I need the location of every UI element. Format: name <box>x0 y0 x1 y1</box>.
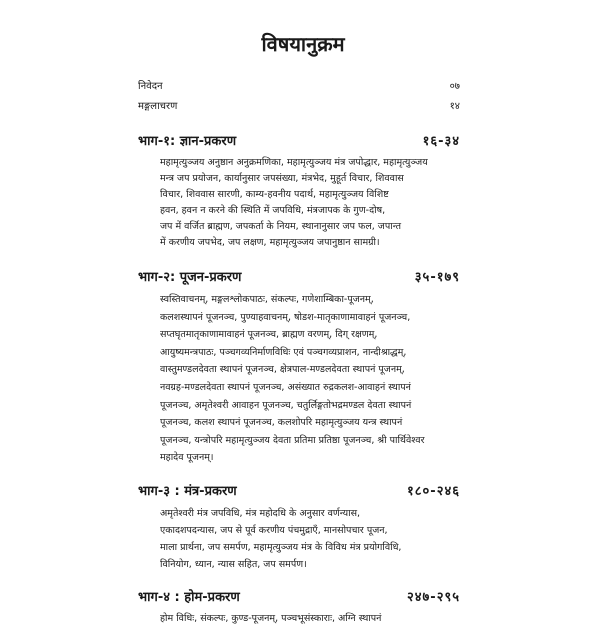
contents-line: में करणीय जपभेद, जप लक्षण, महामृत्युञ्जय जपानुष्ठान सामग्री। <box>160 237 380 248</box>
toc-entry-page: ०७ <box>449 81 460 92</box>
toc-section-4 <box>138 587 460 627</box>
contents-line: विचार, शिववास सारणी, काम्य-हवनीय पदार्थ, महामृत्युञ्जय विशिष्ट <box>160 189 389 200</box>
contents-line: जप में वर्जित ब्राह्मण, जपकर्ता के नियम, स्थानानुसार जप फल, जपान्त <box>160 221 402 232</box>
contents-line: पूजनञ्च, यन्त्रोपरि महामृत्युञ्जय देवता प्रतिमा प्रतिष्ठा पूजनञ्च, श्री पार्थिवेश्वर <box>160 434 425 446</box>
section-page-range: २४७-२९५ <box>407 589 460 605</box>
section-contents <box>160 155 460 251</box>
contents-line: पूजनञ्च, कलश स्थापनं पूजनञ्च, कलशोपरि महामृत्युञ्जय यन्त्र स्थापनं <box>160 417 403 429</box>
section-contents <box>160 291 460 467</box>
section-page-range: १६-३४ <box>422 134 460 149</box>
section-heading <box>138 131 460 149</box>
contents-line: विनियोग, ध्यान, न्यास सहित, जप समर्पण। <box>160 558 307 570</box>
contents-line: मन्त्र जप प्रयोजन, कार्यानुसार जपसंख्या, मंत्रभेद, मुहूर्त विचार, शिववास <box>160 173 404 184</box>
section-heading <box>138 481 460 499</box>
contents-line: आयुष्यमन्त्रपाठः, पञ्चगव्यनिर्माणविधिः एवं पञ्चगव्यप्राशन, नान्दीश्राद्धम्, <box>160 346 407 358</box>
section-heading <box>138 267 460 285</box>
contents-line: पूजनञ्च, अमृतेश्वरी आवाहन पूजनञ्च, चतुर्लिङ्गतोभद्रमण्डल देवता स्थापनं <box>160 399 412 411</box>
section-page-range: १८०-२४६ <box>407 483 460 499</box>
contents-line: हवन, हवन न करने की स्थिति में जपविधि, मंत्रजापक के गुण-दोष, <box>160 205 386 216</box>
section-title: भाग-२: पूजन-प्रकरण <box>138 270 242 285</box>
toc-section-3 <box>138 481 460 573</box>
section-contents <box>160 505 460 573</box>
section-title: भाग-४ : होम-प्रकरण <box>138 589 240 605</box>
toc-row-preface <box>138 77 460 97</box>
toc-entry-label: निवेदन <box>138 81 163 92</box>
section-title: भाग-१: ज्ञान-प्रकरण <box>138 134 237 149</box>
toc-entry-page: १४ <box>449 101 460 112</box>
contents-line: नवग्रह-मण्डलदेवता स्थापनं पूजनञ्च, असंख्यात रुद्रकलश-आवाहनं स्थापनं <box>160 381 411 393</box>
toc-section-1 <box>138 131 460 251</box>
section-page-range: ३५-१७९ <box>414 270 460 285</box>
page-title: विषयानुक्रम <box>261 32 345 56</box>
contents-line: वास्तुमण्डलदेवता स्थापनं पूजनञ्च, क्षेत्रपाल-मण्डलदेवता स्थापनं पूजनम्, <box>160 364 405 376</box>
toc-section-2 <box>138 267 460 467</box>
contents-line: सप्तघृतमातृकाणामावाहनं पूजनञ्च, ब्राह्मण वरणम्, दिग् रक्षणम्, <box>160 329 378 341</box>
section-title: भाग-३ : मंत्र-प्रकरण <box>138 483 237 499</box>
contents-line: होम विधिः, संकल्पः, कुण्ड-पूजनम्, पञ्चभूसंस्काराः, अग्नि स्थापनं <box>160 612 382 624</box>
contents-line: अमृतेश्वरी मंत्र जपविधि, मंत्र महोदधि के अनुसार वर्णन्यास, <box>160 507 361 519</box>
contents-line: स्वस्तिवाचनम्, मङ्गलश्लोकपाठः, संकल्पः, गणेशाम्बिका-पूजनम्, <box>160 294 374 305</box>
section-contents <box>160 611 460 627</box>
contents-line: महादेव पूजनम्। <box>160 452 214 464</box>
contents-line: महामृत्युञ्जय अनुष्ठान अनुक्रमणिका, महामृत्युञ्जय मंत्र जपोद्धार, महामृत्युञ्जय <box>160 157 428 168</box>
contents-line: कलशस्थापनं पूजनञ्च, पुण्याहवाचनम्, षोडश-मातृकाणामावाहनं पूजनञ्च, <box>160 311 411 323</box>
section-heading <box>138 587 460 605</box>
contents-line: माला प्रार्थना, जप समर्पण, महामृत्युञ्जय मंत्र के विविध मंत्र प्रयोगविधि, <box>160 541 402 553</box>
toc-entry-label: मङ्गलाचरण <box>138 101 178 112</box>
contents-line: एकादशपदन्यास, जप से पूर्व करणीय पंचमुद्राएँ, मानसोपचार पूजन, <box>160 524 388 536</box>
toc-row-invocation <box>138 97 460 117</box>
